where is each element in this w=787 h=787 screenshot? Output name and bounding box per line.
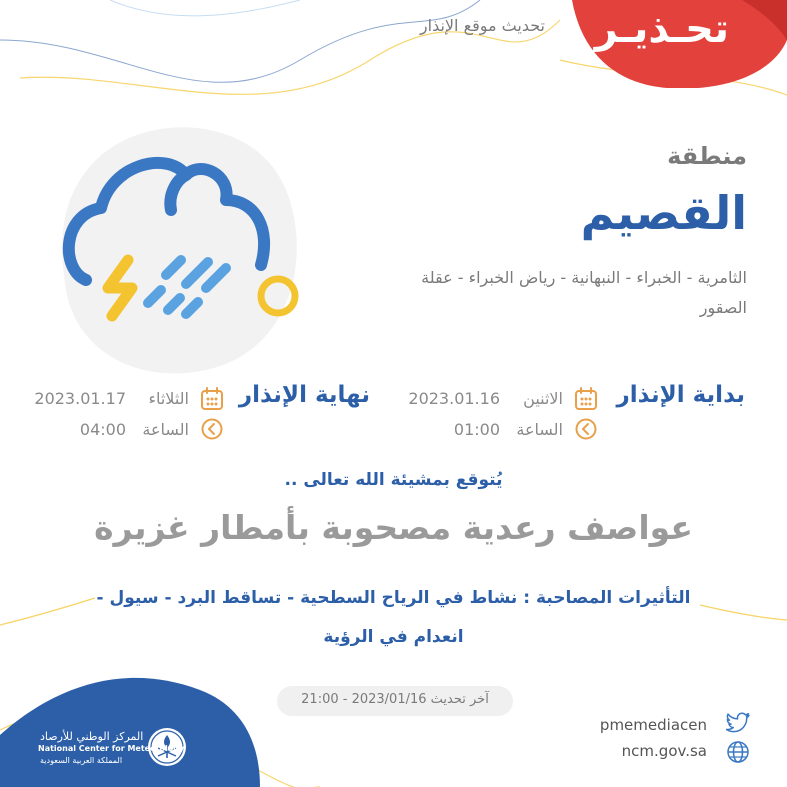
calendar-icon xyxy=(200,387,224,411)
thunderstorm-rain-icon xyxy=(56,120,306,380)
warning-end-date: 2023.01.17 xyxy=(34,389,126,408)
forecast-headline: عواصف رعدية مصحوبة بأمطار غزيرة xyxy=(94,508,693,547)
website-link[interactable]: ncm.gov.sa xyxy=(621,742,707,760)
forecast-intro: يُتوقع بمشيئة الله تعالى .. xyxy=(284,470,503,490)
warning-end-day: الثلاثاء xyxy=(148,389,189,408)
warning-start-time-label: الساعة xyxy=(516,420,563,439)
warning-start-time: 01:00 xyxy=(453,420,500,439)
calendar-icon xyxy=(574,387,598,411)
last-update-text: آخر تحديث 2023/01/16 - 21:00 xyxy=(301,692,489,707)
affected-areas-line-1: الثامرية - الخبراء - النبهانية - رياض الخبراء - عقلة xyxy=(421,268,747,287)
clock-chevron-icon xyxy=(575,418,597,440)
social-handle[interactable]: pmemediacen xyxy=(599,716,707,734)
warning-end-title: نهاية الإنذار xyxy=(238,382,370,408)
twitter-icon[interactable] xyxy=(726,712,750,734)
forecast-effects-line-1: التأثيرات المصاحبة : نشاط في الرياح السطحية - تساقط البرد - سيول - xyxy=(96,588,691,608)
affected-areas-line-2: الصقور xyxy=(699,298,747,317)
update-location-label: تحديث موقع الإنذار xyxy=(419,16,545,35)
warning-start-date: 2023.01.16 xyxy=(408,389,500,408)
region-label: منطقة xyxy=(667,142,747,170)
clock-chevron-icon xyxy=(201,418,223,440)
warning-start-title: بداية الإنذار xyxy=(616,382,745,408)
warning-end-time: 04:00 xyxy=(79,420,126,439)
warning-start-day: الاثنين xyxy=(523,389,563,408)
region-name: القصيم xyxy=(580,186,747,240)
ncm-name-english: National Center for Meteorology xyxy=(38,744,185,753)
ncm-name-arabic: المركز الوطني للأرصاد xyxy=(40,730,144,743)
globe-icon[interactable] xyxy=(726,740,750,764)
warning-end-time-label: الساعة xyxy=(142,420,189,439)
warning-title: تحـذيـر xyxy=(594,6,729,52)
forecast-effects-line-2: انعدام في الرؤية xyxy=(323,627,464,647)
ncm-country: المملكة العربية السعودية xyxy=(40,756,123,765)
